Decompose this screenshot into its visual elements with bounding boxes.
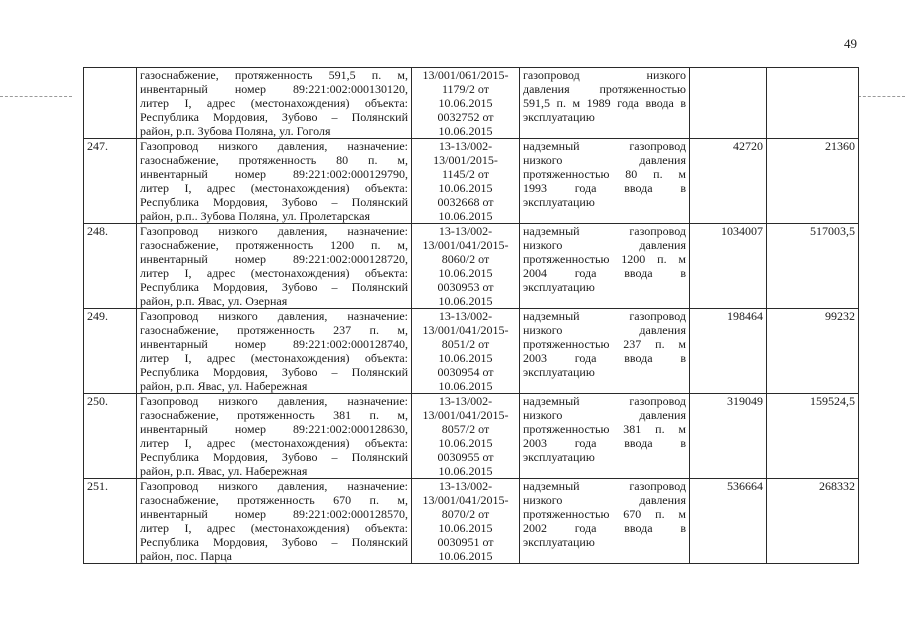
residual-value: 99232 — [767, 309, 859, 394]
row-number: 248. — [84, 224, 137, 309]
registration-line: 0030951 от — [437, 535, 494, 549]
description-line: Республика Мордовия, Зубово – Полянский — [140, 195, 408, 209]
registration-line: 8060/2 от — [441, 252, 490, 266]
table-row — [84, 479, 859, 564]
description-line: район, р.п. Явас, ул. Набережная — [140, 379, 308, 393]
registration-line: 10.06.2015 — [438, 379, 493, 393]
description-line: газоснабжение, протяженность 591,5 п. м, — [140, 68, 408, 82]
description-line: Газопровод низкого давления, назначение: — [140, 224, 408, 238]
registration-line: 13/001/2015- — [433, 153, 498, 167]
characteristics-line: протяженностью 670 п. м — [523, 507, 686, 521]
characteristics-line: надземный газопровод — [523, 224, 686, 238]
row-number: 250. — [84, 394, 137, 479]
registration-line: 10.06.2015 — [438, 209, 493, 223]
characteristics-line: эксплуатацию — [523, 450, 595, 464]
table-row — [84, 394, 859, 479]
registration-line: 0032752 от — [437, 110, 494, 124]
book-value: 1034007 — [690, 224, 767, 309]
description-line: Газопровод низкого давления, назначение: — [140, 309, 408, 323]
description-line: газоснабжение, протяженность 80 п. м, — [140, 153, 408, 167]
registration-line: 13/001/041/2015- — [422, 238, 509, 252]
description-line: литер I, адрес (местонахождения) объекта: — [140, 181, 408, 195]
description-line: инвентарный номер 89:221:002:000130120, — [140, 82, 408, 96]
characteristics-line: протяженностью 381 п. м — [523, 422, 686, 436]
characteristics-line: эксплуатацию — [523, 110, 595, 124]
description-line: район, р.п. Явас, ул. Озерная — [140, 294, 288, 308]
registration-line: 13-13/002- — [438, 479, 493, 493]
description-line: инвентарный номер 89:221:002:000128630, — [140, 422, 408, 436]
description-line: Газопровод низкого давления, назначение: — [140, 394, 408, 408]
row-number: 249. — [84, 309, 137, 394]
registration-line: 10.06.2015 — [438, 266, 493, 280]
registration-line: 13/001/041/2015- — [422, 408, 509, 422]
registry-body — [84, 68, 859, 564]
registration-line: 13-13/002- — [438, 309, 493, 323]
object-characteristics — [520, 394, 690, 479]
object-characteristics — [520, 224, 690, 309]
registration-line: 13-13/002- — [438, 224, 493, 238]
book-value: 198464 — [690, 309, 767, 394]
description-line: газоснабжение, протяженность 381 п. м, — [140, 408, 408, 422]
object-description — [137, 479, 412, 564]
characteristics-line: 2003 года ввода в — [523, 351, 686, 365]
registration-line: 13/001/041/2015- — [422, 493, 509, 507]
description-line: газоснабжение, протяженность 1200 п. м, — [140, 238, 408, 252]
book-value: 536664 — [690, 479, 767, 564]
characteristics-line: давления протяженностью — [523, 82, 686, 96]
characteristics-line: надземный газопровод — [523, 394, 686, 408]
description-line: литер I, адрес (местонахождения) объекта: — [140, 351, 408, 365]
object-description — [137, 68, 412, 139]
registration-line: 10.06.2015 — [438, 294, 493, 308]
characteristics-line: 2002 года ввода в — [523, 521, 686, 535]
residual-value: 268332 — [767, 479, 859, 564]
characteristics-line: низкого давления — [523, 238, 686, 252]
description-line: газоснабжение, протяженность 237 п. м, — [140, 323, 408, 337]
registration-line: 0030954 от — [437, 365, 494, 379]
table-row — [84, 224, 859, 309]
object-description — [137, 139, 412, 224]
characteristics-line: эксплуатацию — [523, 365, 595, 379]
property-registry-table — [83, 67, 859, 564]
description-line: Республика Мордовия, Зубово – Полянский — [140, 535, 408, 549]
residual-value: 21360 — [767, 139, 859, 224]
object-characteristics — [520, 309, 690, 394]
object-characteristics — [520, 68, 690, 139]
description-line: инвентарный номер 89:221:002:000128570, — [140, 507, 408, 521]
registration-line: 10.06.2015 — [438, 464, 493, 478]
table-row — [84, 139, 859, 224]
registration-line: 1145/2 от — [442, 167, 489, 181]
description-line: Республика Мордовия, Зубово – Полянский — [140, 110, 408, 124]
description-line: район, пос. Парца — [140, 549, 232, 563]
characteristics-line: протяженностью 80 п. м — [523, 167, 686, 181]
description-line: литер I, адрес (местонахождения) объекта: — [140, 521, 408, 535]
residual-value: 159524,5 — [767, 394, 859, 479]
registration-line: 10.06.2015 — [438, 96, 493, 110]
description-line: Республика Мордовия, Зубово – Полянский — [140, 365, 408, 379]
characteristics-line: эксплуатацию — [523, 535, 595, 549]
row-number: 251. — [84, 479, 137, 564]
description-line: район, р.п. Явас, ул. Набережная — [140, 464, 308, 478]
description-line: Газопровод низкого давления, назначение: — [140, 139, 408, 153]
object-description — [137, 224, 412, 309]
object-description — [137, 309, 412, 394]
registration-line: 1179/2 от — [442, 82, 489, 96]
registration-line: 13-13/002- — [438, 139, 493, 153]
registration-line: 10.06.2015 — [438, 181, 493, 195]
registration-line: 0030955 от — [437, 450, 494, 464]
description-line: Республика Мордовия, Зубово – Полянский — [140, 280, 408, 294]
characteristics-line: протяженностью 1200 п. м — [523, 252, 686, 266]
description-line: Республика Мордовия, Зубово – Полянский — [140, 450, 408, 464]
table-row — [84, 309, 859, 394]
characteristics-line: эксплуатацию — [523, 280, 595, 294]
registration-line: 0030953 от — [437, 280, 494, 294]
registration-record — [412, 224, 520, 309]
characteristics-line: надземный газопровод — [523, 309, 686, 323]
characteristics-line: низкого давления — [523, 153, 686, 167]
characteristics-line: надземный газопровод — [523, 479, 686, 493]
registration-line: 8057/2 от — [441, 422, 490, 436]
characteristics-line: 591,5 п. м 1989 года ввода в — [523, 96, 686, 110]
residual-value — [767, 68, 859, 139]
book-value: 42720 — [690, 139, 767, 224]
registration-record — [412, 309, 520, 394]
left-margin-mark — [0, 96, 72, 97]
description-line: литер I, адрес (местонахождения) объекта: — [140, 96, 408, 110]
characteristics-line: 2003 года ввода в — [523, 436, 686, 450]
description-line: литер I, адрес (местонахождения) объекта: — [140, 436, 408, 450]
object-characteristics — [520, 139, 690, 224]
row-number — [84, 68, 137, 139]
table-row — [84, 68, 859, 139]
registration-line: 13/001/061/2015- — [422, 68, 509, 82]
registration-line: 13/001/041/2015- — [422, 323, 509, 337]
characteristics-line: низкого давления — [523, 408, 686, 422]
characteristics-line: низкого давления — [523, 323, 686, 337]
object-characteristics — [520, 479, 690, 564]
description-line: инвентарный номер 89:221:002:000129790, — [140, 167, 408, 181]
registration-line: 10.06.2015 — [438, 521, 493, 535]
residual-value: 517003,5 — [767, 224, 859, 309]
registration-record — [412, 68, 520, 139]
description-line: район, р.п.. Зубова Поляна, ул. Пролетарская — [140, 209, 370, 223]
characteristics-line: 2004 года ввода в — [523, 266, 686, 280]
registration-record — [412, 139, 520, 224]
description-line: газоснабжение, протяженность 670 п. м, — [140, 493, 408, 507]
description-line: литер I, адрес (местонахождения) объекта: — [140, 266, 408, 280]
registration-record — [412, 479, 520, 564]
registration-line: 10.06.2015 — [438, 124, 493, 138]
description-line: инвентарный номер 89:221:002:000128720, — [140, 252, 408, 266]
object-description — [137, 394, 412, 479]
characteristics-line: надземный газопровод — [523, 139, 686, 153]
characteristics-line: газопровод низкого — [523, 68, 686, 82]
registration-line: 13-13/002- — [438, 394, 493, 408]
characteristics-line: эксплуатацию — [523, 195, 595, 209]
description-line: инвентарный номер 89:221:002:000128740, — [140, 337, 408, 351]
registration-line: 8070/2 от — [441, 507, 490, 521]
row-number: 247. — [84, 139, 137, 224]
characteristics-line: 1993 года ввода в — [523, 181, 686, 195]
book-value: 319049 — [690, 394, 767, 479]
registration-line: 10.06.2015 — [438, 436, 493, 450]
registration-record — [412, 394, 520, 479]
registration-line: 10.06.2015 — [438, 351, 493, 365]
characteristics-line: протяженностью 237 п. м — [523, 337, 686, 351]
book-value — [690, 68, 767, 139]
right-margin-mark — [858, 96, 905, 97]
registration-line: 10.06.2015 — [438, 549, 493, 563]
description-line: Газопровод низкого давления, назначение: — [140, 479, 408, 493]
registration-line: 8051/2 от — [441, 337, 490, 351]
registration-line: 0032668 от — [437, 195, 494, 209]
description-line: район, р.п. Зубова Поляна, ул. Гоголя — [140, 124, 331, 138]
characteristics-line: низкого давления — [523, 493, 686, 507]
page-number: 49 — [844, 36, 857, 51]
